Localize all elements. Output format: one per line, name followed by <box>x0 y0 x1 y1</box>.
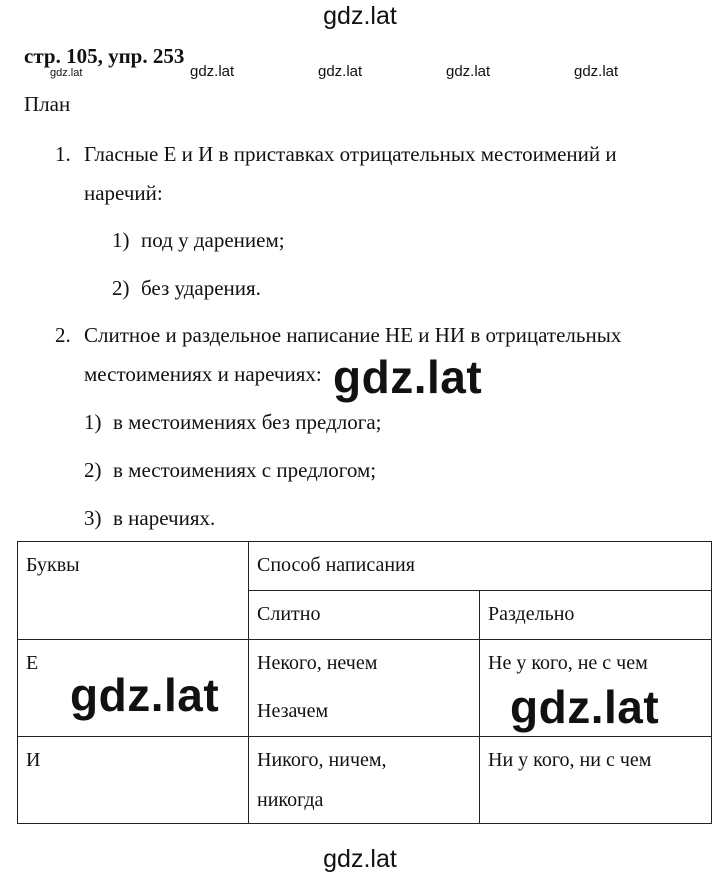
joined-value: Некого, нечем <box>257 652 378 674</box>
plan-subitem-text: в наречиях. <box>113 506 216 530</box>
joined-value: Незачем <box>257 700 329 722</box>
watermark-top: gdz.lat <box>323 2 397 30</box>
header-method-label: Способ написания <box>257 554 415 576</box>
plan-subitem-number: 2) <box>112 276 130 300</box>
cell-letter <box>18 737 249 824</box>
watermark-tiny: gdz.lat <box>50 67 83 79</box>
header-joined <box>249 591 480 640</box>
watermark-big-center: gdz.lat <box>333 351 483 403</box>
plan-item-text: местоимениях и наречиях: <box>84 362 322 386</box>
separate-value: Не у кого, не с чем <box>488 652 648 674</box>
plan-subitem-text: в местоимениях без предлога; <box>113 410 382 434</box>
watermark-big-left: gdz.lat <box>70 669 220 721</box>
plan-item-number: 2. <box>55 323 71 347</box>
plan-subitem-number: 1) <box>112 228 130 252</box>
letter-value: И <box>26 749 41 771</box>
header-letters <box>18 542 249 640</box>
plan-subitem-text: без ударения. <box>141 276 261 300</box>
cell-separate <box>480 737 712 824</box>
plan-subitem-number: 3) <box>84 506 102 530</box>
plan-subitem-number: 1) <box>84 410 102 434</box>
joined-value: никогда <box>257 789 324 811</box>
cell-joined <box>249 640 480 737</box>
plan-title: План <box>24 92 71 116</box>
header-joined-label: Слитно <box>257 603 321 625</box>
header-separate <box>480 591 712 640</box>
table-row <box>18 737 712 824</box>
separate-value: Ни у кого, ни с чем <box>488 749 652 771</box>
watermark-row-3: gdz.lat <box>446 63 491 80</box>
exercise-header: стр. 105, упр. 253 <box>24 44 185 68</box>
header-letters-label: Буквы <box>26 554 80 576</box>
header-method <box>249 542 712 591</box>
watermark-big-right: gdz.lat <box>510 681 660 733</box>
watermark-row-2: gdz.lat <box>318 63 363 80</box>
plan-item-text: наречий: <box>84 181 163 205</box>
watermark-bottom: gdz.lat <box>323 845 397 873</box>
plan-subitem-text: в местоимениях с предлогом; <box>113 458 377 482</box>
letter-value: Е <box>26 652 39 674</box>
plan-subitem-text: под у дарением; <box>141 228 285 252</box>
plan-item-text: Гласные Е и И в приставках отрицательных местоимений и <box>84 142 617 166</box>
watermark-row-4: gdz.lat <box>574 63 619 80</box>
watermark-row-1: gdz.lat <box>190 63 235 80</box>
plan-subitem-number: 2) <box>84 458 102 482</box>
plan-item-text: Слитное и раздельное написание НЕ и НИ в отрицательных <box>84 323 622 347</box>
joined-value: Никого, ничем, <box>257 749 387 771</box>
cell-joined <box>249 737 480 824</box>
plan-item-number: 1. <box>55 142 71 166</box>
header-separate-label: Раздельно <box>488 603 575 625</box>
